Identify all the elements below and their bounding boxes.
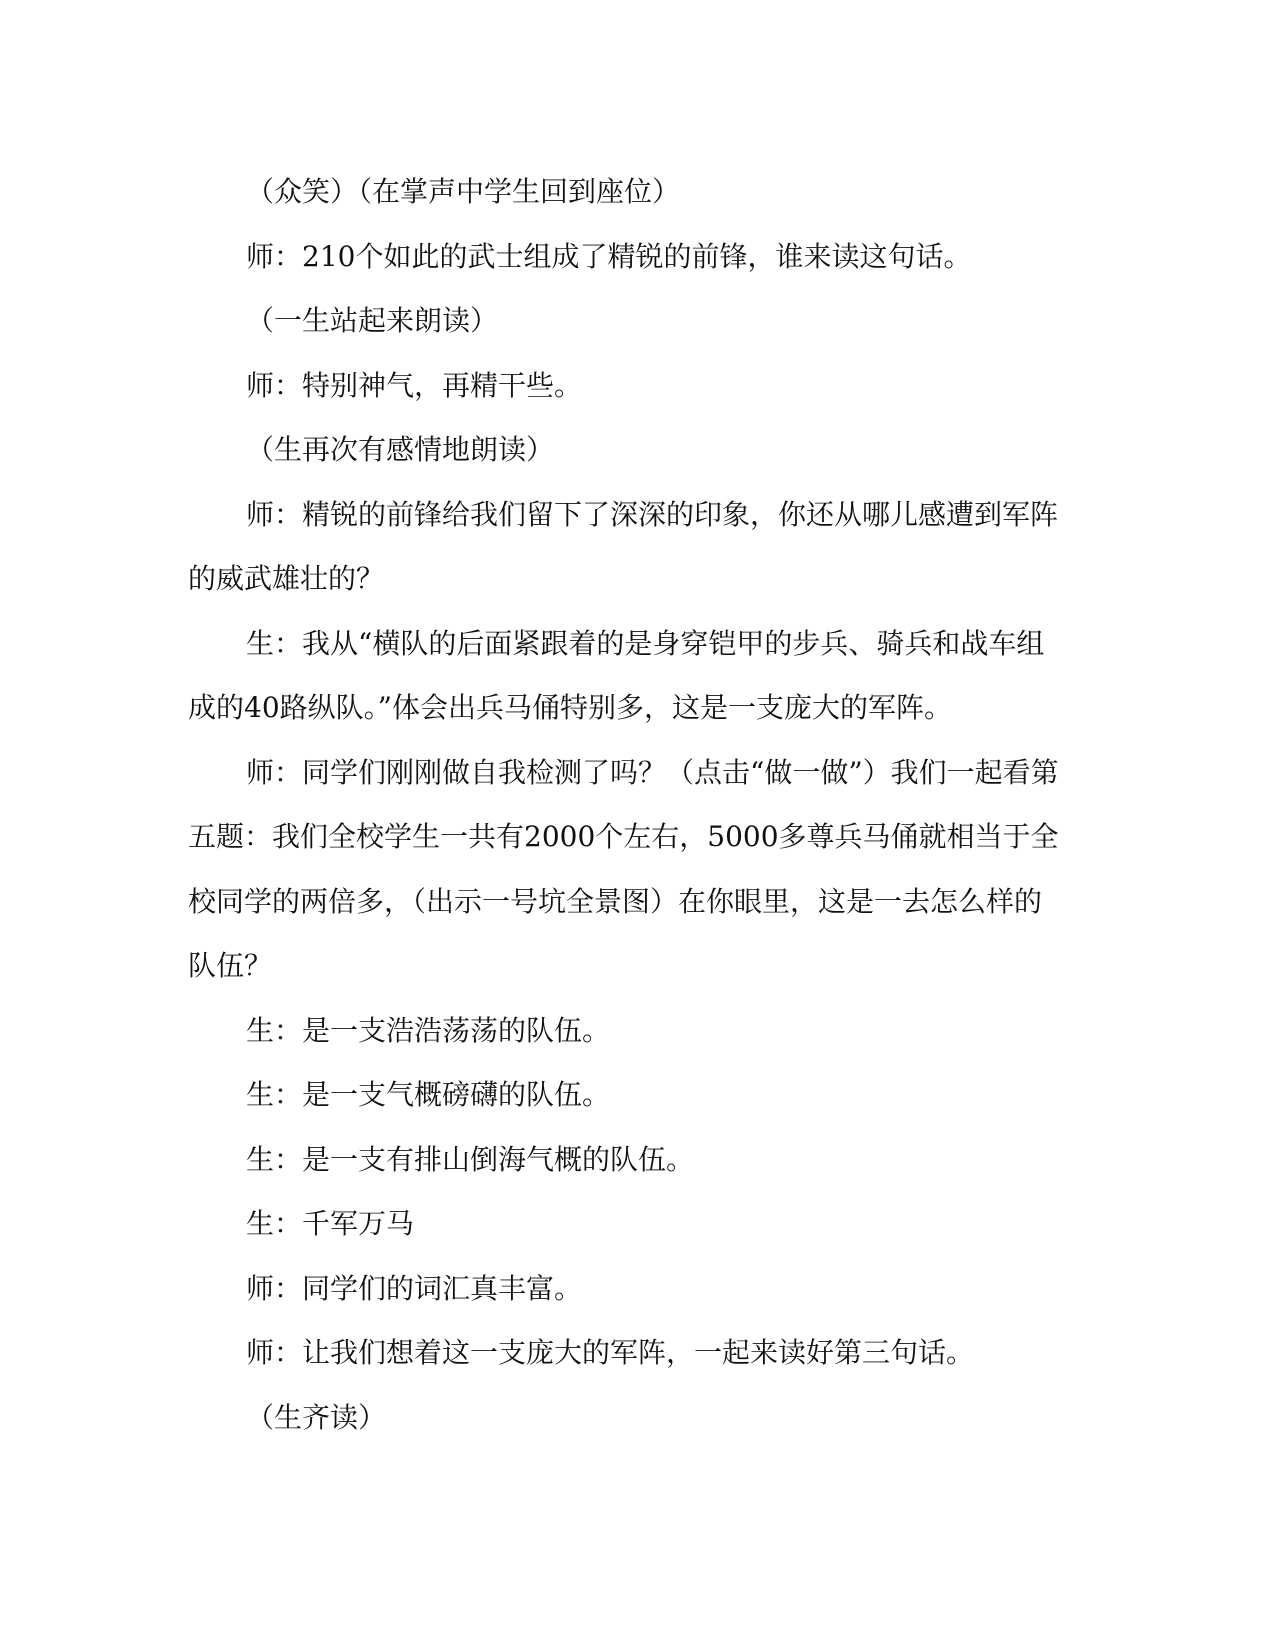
stage-direction: （一生站起来朗读）: [246, 304, 499, 337]
student-line: 生：是一支有排山倒海气概的队伍。: [246, 1142, 695, 1176]
student-line: 生：是一支气概磅礴的队伍。: [246, 1078, 611, 1111]
teacher-line: 师：让我们想着这一支庞大的军阵，一起来读好第三句话。: [246, 1336, 975, 1369]
student-line: 生：我从“横队的后面紧跟着的是身穿铠甲的步兵、骑兵和战车组成的40路纵队。”体会出兵马俑特别多，这是一支庞大的军阵。: [188, 626, 1045, 724]
teacher-line: 师：210个如此的武士组成了精锐的前锋，谁来读这句话。: [246, 239, 972, 273]
teacher-line: 师：特别神气，再精干些。: [246, 368, 583, 402]
stage-direction: （生再次有感情地朗读）: [246, 433, 555, 466]
teacher-line: 师：同学们的词汇真丰富。: [246, 1271, 583, 1305]
stage-direction: （众笑）（在掌声中学生回到座位）: [246, 175, 681, 208]
student-line: 生：千军万马: [246, 1207, 415, 1240]
teacher-line: 师：同学们刚刚做自我检测了吗？（点击“做一做”）我们一起看第五题：我们全校学生一共有2000个左右，5000多尊兵马俑就相当于全校同学的两倍多，（出示一号坑全景图）在你眼里，这是一去怎么样的队伍？: [188, 755, 1059, 982]
stage-direction: （生齐读）: [246, 1400, 387, 1434]
document-body: [188, 160, 1068, 1450]
student-line: 生：是一支浩浩荡荡的队伍。: [246, 1013, 611, 1047]
teacher-line: 师：精锐的前锋给我们留下了深深的印象，你还从哪儿感遭到军阵的威武雄壮的？: [188, 497, 1059, 595]
